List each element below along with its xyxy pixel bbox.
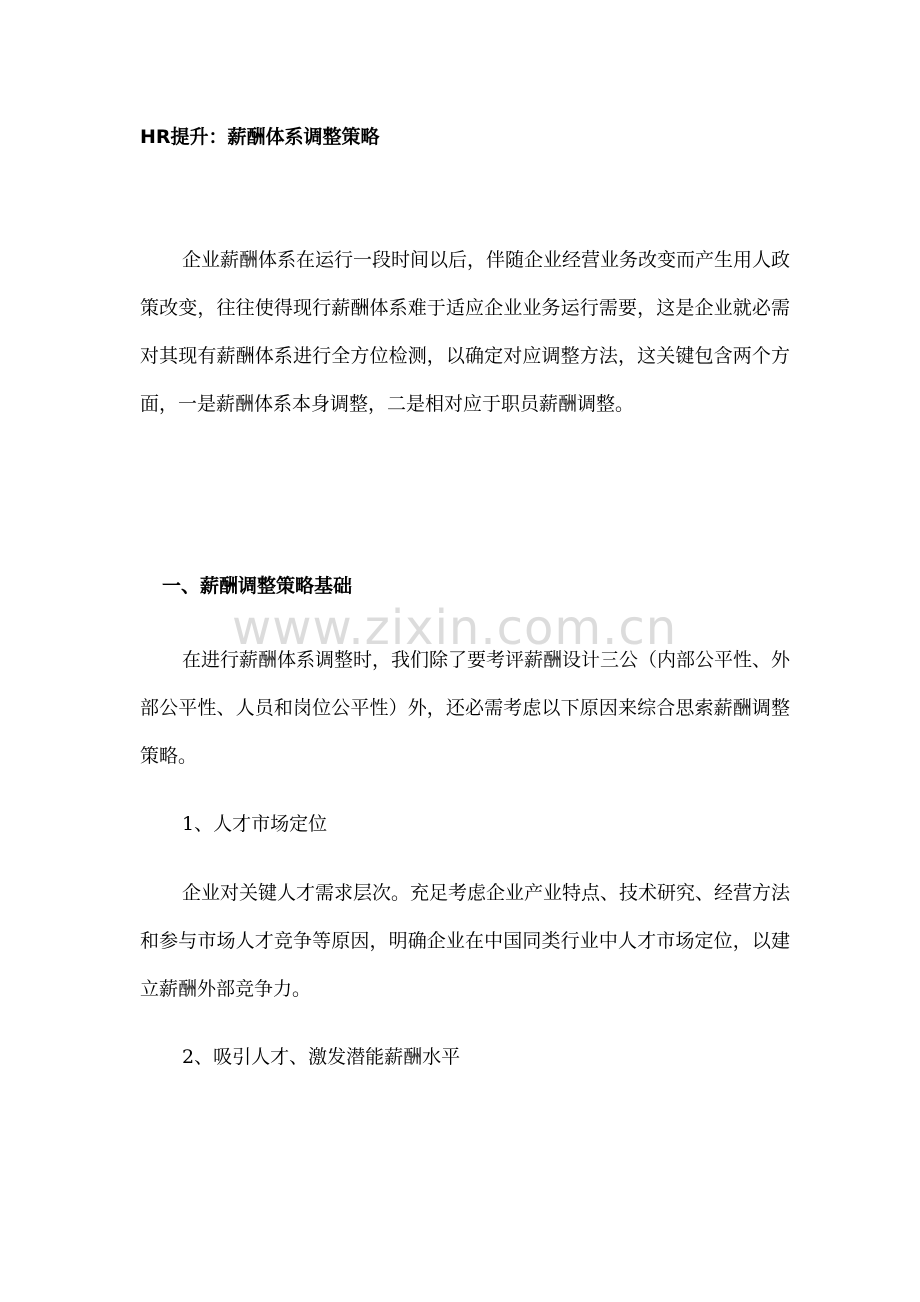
watermark: www.zixin.com.cn: [232, 600, 678, 656]
section-paragraph: 在进行薪酬体系调整时，我们除了要考评薪酬设计三公（内部公平性、外部公平性、人员和岗位公平性）外，还必需考虑以下原因来综合思索薪酬调整策略。: [140, 649, 791, 767]
item-heading-2: 2、吸引人才、激发潜能薪酬水平: [182, 1046, 461, 1068]
item-heading-1: 1、人才市场定位: [182, 813, 328, 835]
document-title: HR提升：薪酬体系调整策略: [140, 126, 380, 148]
section-heading: 一、薪酬调整策略基础: [162, 575, 353, 597]
intro-paragraph: 企业薪酬体系在运行一段时间以后，伴随企业经营业务改变而产生用人政策改变，往往使得现行薪酬体系难于适应企业业务运行需要，这是企业就必需对其现有薪酬体系进行全方位检测，以确定对应调整方法，这关键包含两个方面，一是薪酬体系本身调整，二是相对应于职员薪酬调整。: [140, 249, 791, 415]
item-paragraph-1: 企业对关键人才需求层次。充足考虑企业产业特点、技术研究、经营方法和参与市场人才竞争等原因，明确企业在中国同类行业中人才市场定位，以建立薪酬外部竞争力。: [140, 882, 791, 1000]
